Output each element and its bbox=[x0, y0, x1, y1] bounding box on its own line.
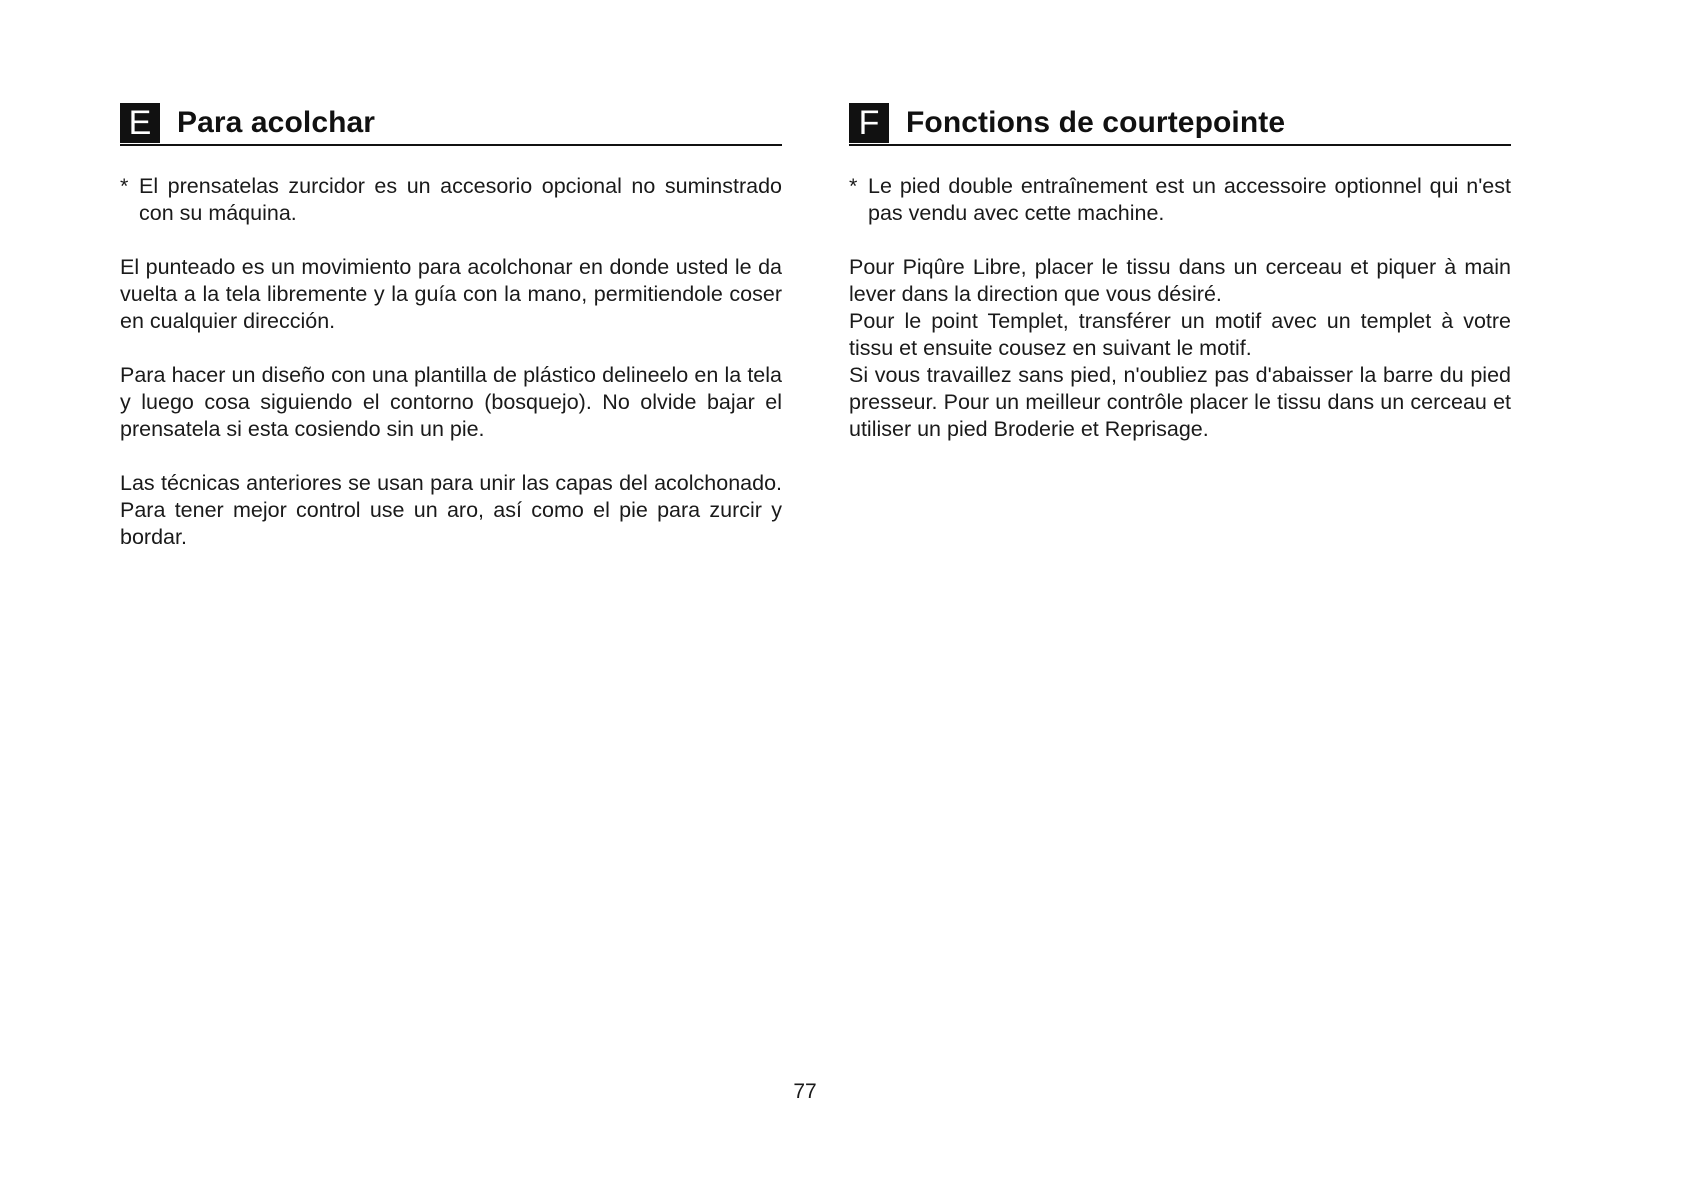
note-marker: * bbox=[120, 174, 129, 198]
note-marker: * bbox=[849, 174, 858, 198]
section-header-spanish bbox=[120, 103, 782, 146]
section-header-french bbox=[849, 103, 1511, 146]
note-text: El prensatelas zurcidor es un accesorio opcional no suminstrado con su máquina. bbox=[139, 174, 782, 225]
paragraph: Pour le point Templet, transférer un motif avec un templet à votre tissu et ensuite cousez en suivant le motif. bbox=[849, 309, 1511, 360]
paragraph: Si vous travaillez sans pied, n'oubliez pas d'abaisser la barre du pied presseur. Pour un meilleur contrôle placer le tissu dans un cerceau et utiliser un pied Broderie et Reprisage. bbox=[849, 363, 1511, 441]
section-badge-e: E bbox=[120, 103, 160, 143]
paragraph: Las técnicas anteriores se usan para unir las capas del acolchonado. Para tener mejor control use un aro, así como el pie para zurcir y bordar. bbox=[120, 471, 782, 549]
section-body-spanish bbox=[120, 173, 782, 551]
section-body-french bbox=[849, 173, 1511, 443]
section-title-spanish: Para acolchar bbox=[177, 105, 376, 139]
paragraph: Para hacer un diseño con una plantilla de plástico delineelo en la tela y luego cosa siguiendo el contorno (bosquejo). No olvide bajar el prensatela si esta cosiendo sin un pie. bbox=[120, 363, 782, 441]
paragraph: Pour Piqûre Libre, placer le tissu dans un cerceau et piquer à main lever dans la direction que vous désiré. bbox=[849, 255, 1511, 306]
section-french bbox=[849, 103, 1511, 443]
note-french bbox=[849, 173, 1511, 227]
note-text: Le pied double entraînement est un accessoire optionnel qui n'est pas vendu avec cette machine. bbox=[868, 174, 1511, 225]
section-badge-f: F bbox=[849, 103, 889, 143]
page-number: 77 bbox=[793, 1080, 817, 1103]
section-spanish bbox=[120, 103, 782, 578]
note-spanish bbox=[120, 173, 782, 227]
section-title-french: Fonctions de courtepointe bbox=[906, 105, 1286, 139]
paragraph: El punteado es un movimiento para acolchonar en donde usted le da vuelta a la tela libremente y la guía con la mano, permitiendole coser en cualquier dirección. bbox=[120, 255, 782, 333]
